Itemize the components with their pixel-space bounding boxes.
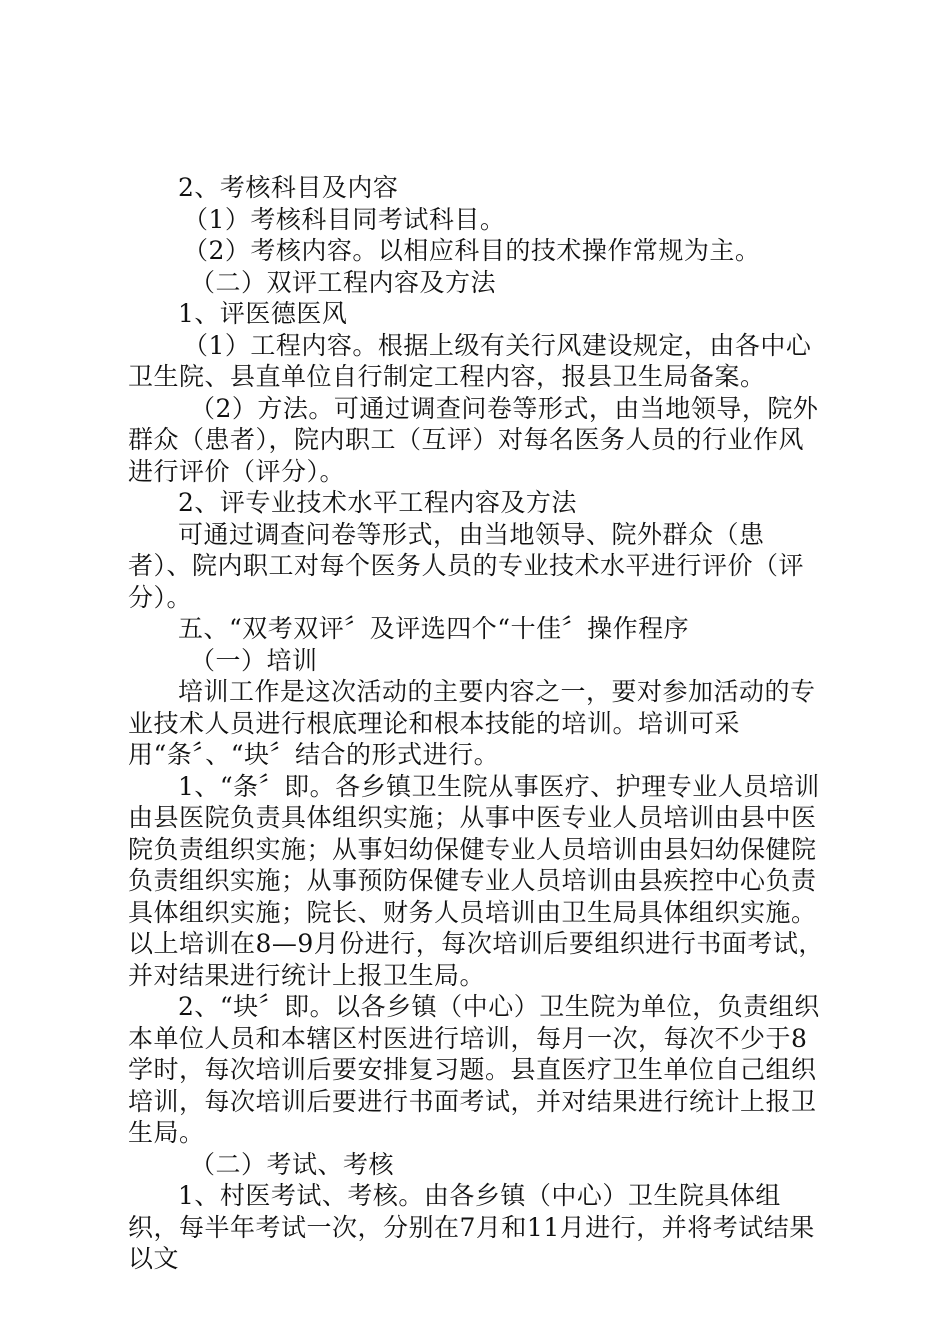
paragraph: 培训工作是这次活动的主要内容之一，要对参加活动的专业技术人员进行根底理论和根本技能的培训。培训可采用“条〞、“块〞结合的形式进行。 (128, 677, 816, 769)
paragraph: 2、“块〞即。以各乡镇（中心）卫生院为单位，负责组织本单位人员和本辖区村医进行培训，每月一次，每次不少于8学时，每次培训后要安排复习题。县直医疗卫生单位自己组织培训，每次培训后要进行书面考试，并对结果进行统计上报卫生局。 (128, 992, 820, 1147)
section-heading: （一）培训 (190, 645, 318, 675)
list-item: （1）考核科目同考试科目。 (183, 204, 506, 234)
section-heading: 五、“双考双评〞及评选四个“十佳〞操作程序 (178, 614, 690, 643)
paragraph: 1、村医考试、考核。由各乡镇（中心）卫生院具体组织，每半年考试一次，分别在7月和11月进行，并将考试结果以文 (128, 1181, 815, 1273)
paragraph: （2）方法。可通过调查问卷等形式，由当地领导，院外群众（患者），院内职工（互评）对每名医务人员的行业作风进行评价（评分）。 (128, 393, 819, 486)
paragraph: （1）工程内容。根据上级有关行风建设规定，由各中心卫生院、县直单位自行制定工程内容，报县卫生局备案。 (128, 330, 812, 391)
subsection-heading: 2、考核科目及内容 (178, 173, 399, 202)
paragraph: 可通过调查问卷等形式，由当地领导、院外群众（患者）、院内职工对每个医务人员的专业技术水平进行评价（评分）。 (128, 519, 805, 612)
paragraph: 1、“条〞即。各乡镇卫生院从事医疗、护理专业人员培训由县医院负责具体组织实施；从事中医专业人员培训由县中医院负责组织实施；从事妇幼保健专业人员培训由县妇幼保健院负责组织实施；从事预防保健专业人员培训由县疾控中心负责具体组织实施；院长、财务人员培训由卫生局具体组织实施。以上培训在8—9月份进行，每次培训后要组织进行书面考试，并对结果进行统计上报卫生局。 (128, 771, 824, 990)
subsection-heading: 2、评专业技术水平工程内容及方法 (178, 488, 577, 517)
section-heading: （二）双评工程内容及方法 (190, 267, 497, 297)
document-body (128, 172, 828, 1275)
list-item: （2）考核内容。以相应科目的技术操作常规为主。 (183, 236, 761, 265)
subsection-heading: 1、评医德医风 (178, 299, 348, 328)
section-heading: （二）考试、考核 (190, 1149, 395, 1179)
